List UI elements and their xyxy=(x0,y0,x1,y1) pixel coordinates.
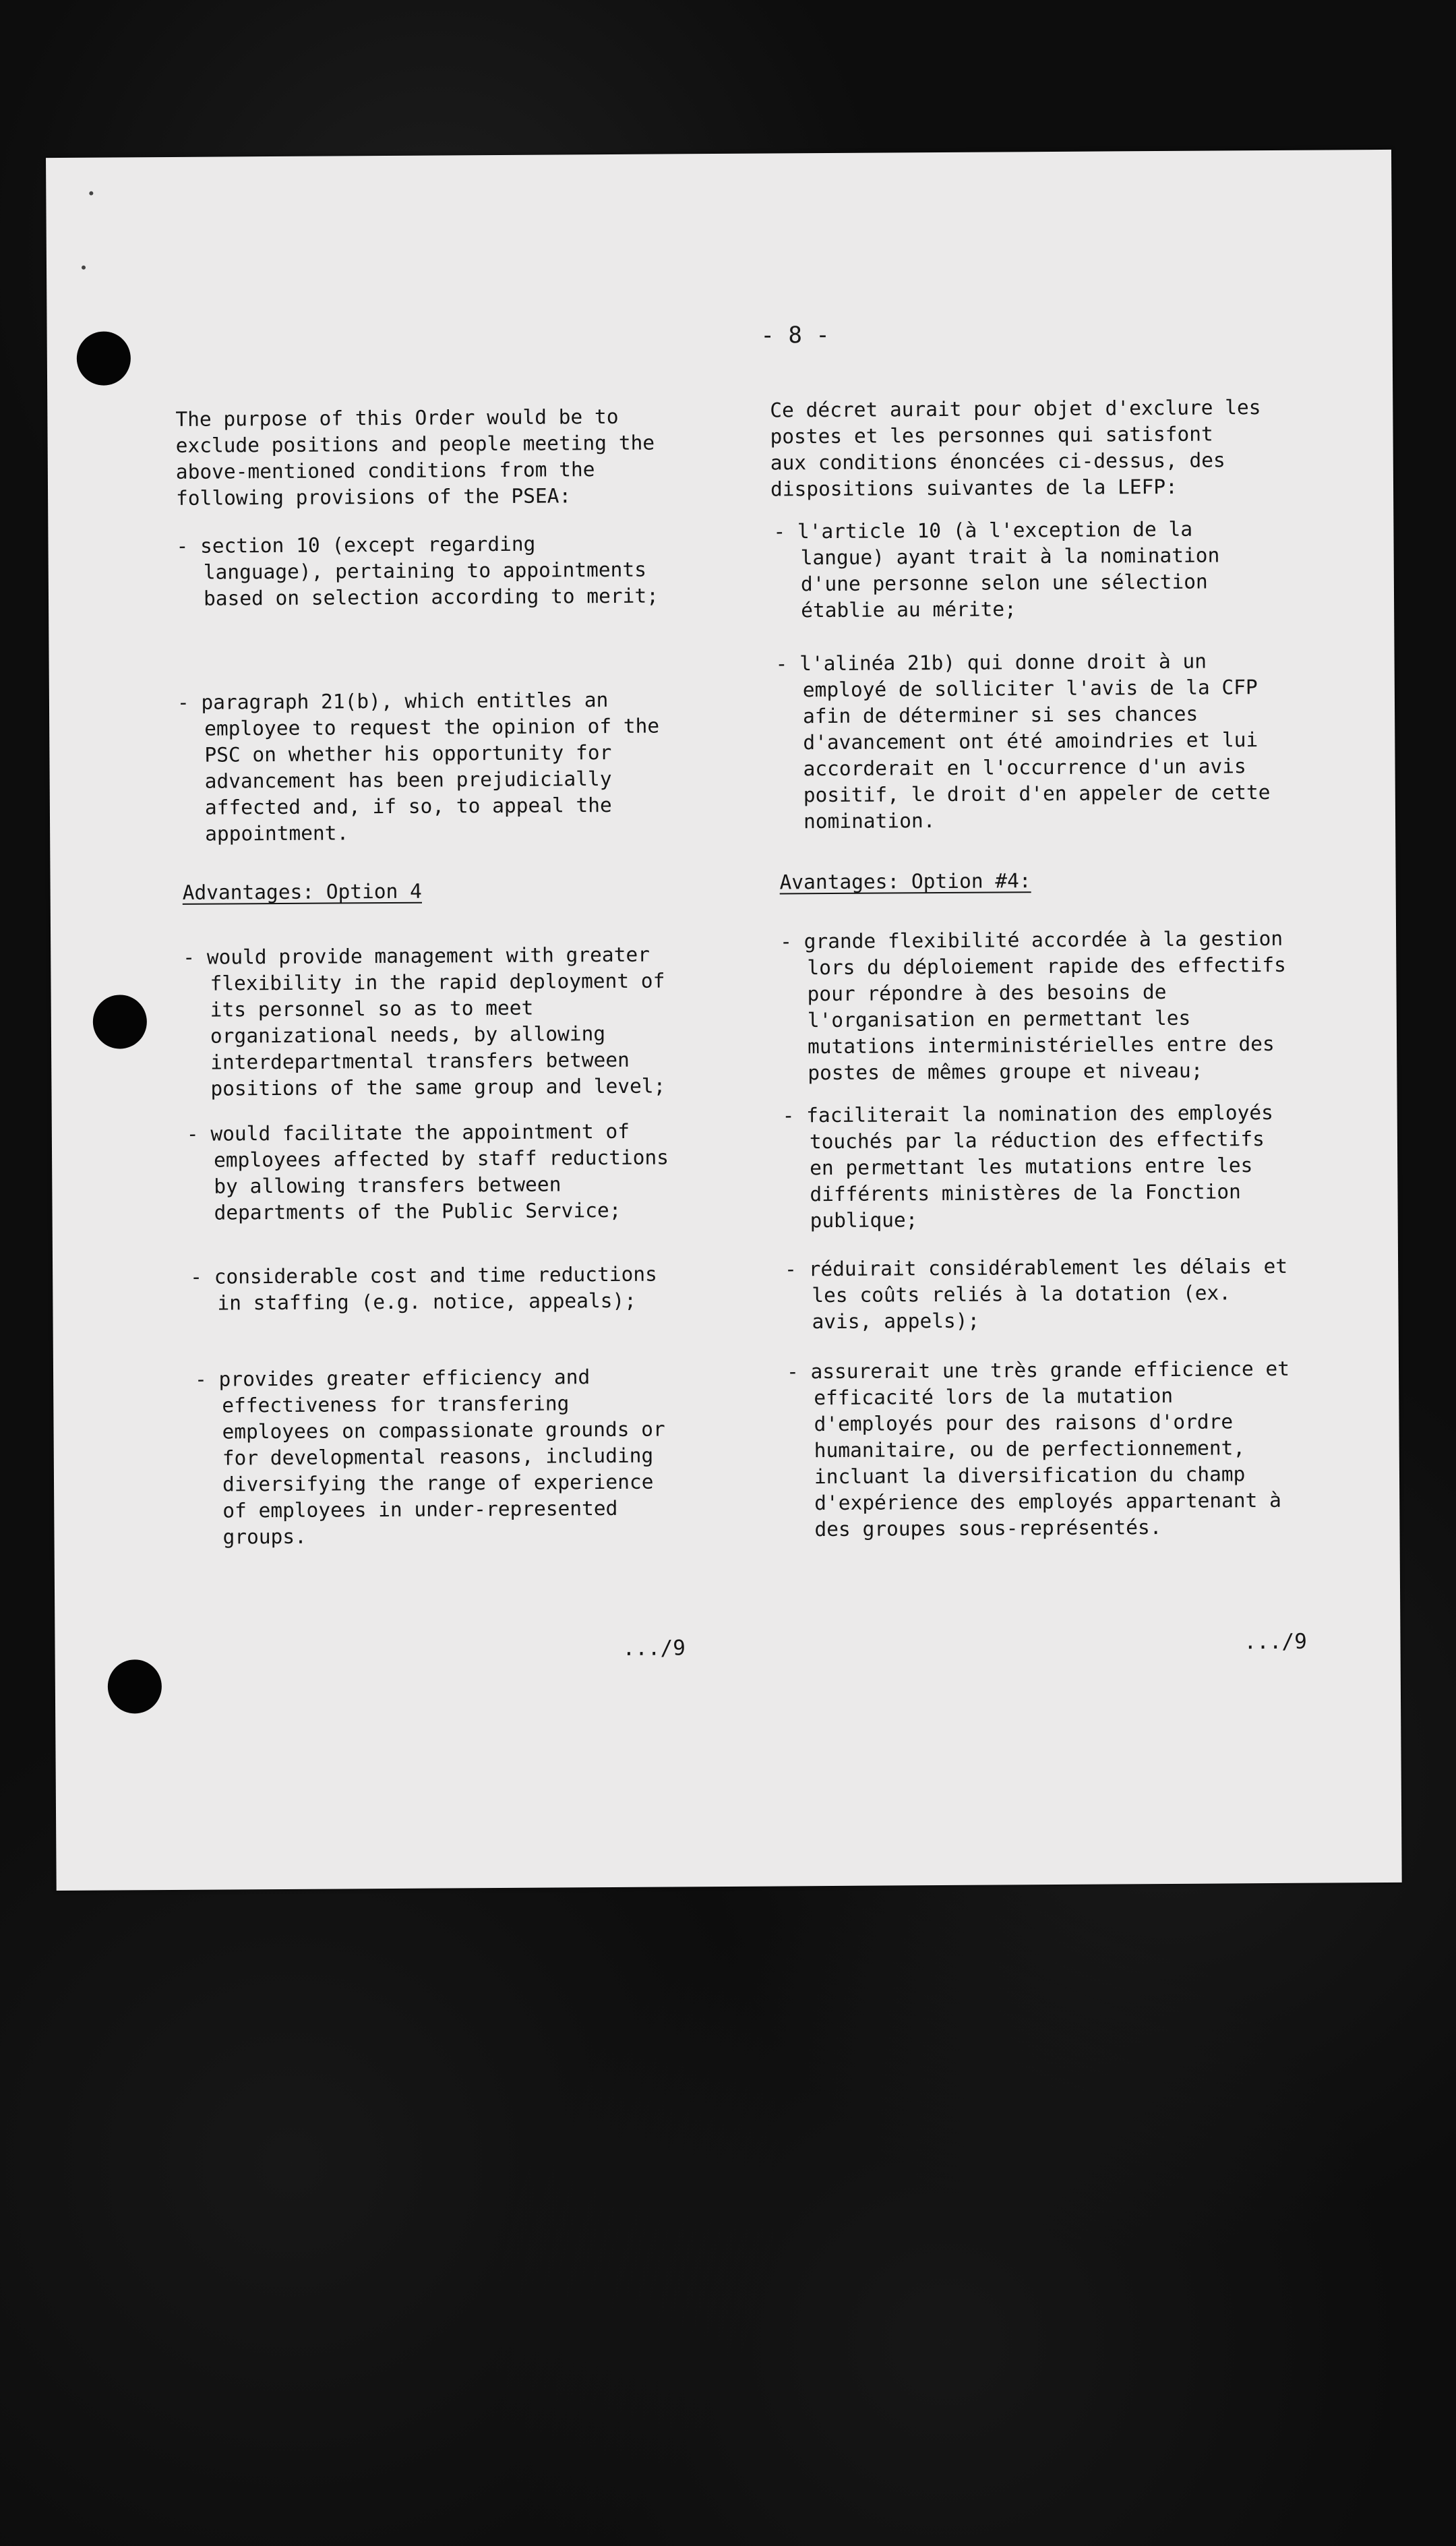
french-advantage-flexibilite: - grande flexibilité accordée à la gestion lors du déploiement rapide des effectifs pour répondre à des besoins de l'organisation en permettant les mutations interministérielles entre des postes de mêmes groupe et niveau; xyxy=(780,926,1286,1085)
french-advantage-delais: - réduirait considérablement les délais et les coûts reliés à la dotation (ex. avis, appels); xyxy=(785,1254,1288,1334)
english-column xyxy=(175,403,735,1549)
punch-hole-bottom xyxy=(108,1659,162,1713)
english-advantage-appointment: - would facilitate the appointment of employees affected by staff reductions by allowing transfers between departments of the Public Service; xyxy=(186,1119,669,1224)
punch-hole-top xyxy=(77,331,131,385)
english-exclusion-section-10: - section 10 (except regarding language), pertaining to appointments based on selection according to merit; xyxy=(176,532,659,610)
dust-speck xyxy=(89,191,93,196)
document-page xyxy=(46,150,1402,1891)
page-number: - 8 - xyxy=(760,321,830,349)
french-exclusion-article-10: - l'article 10 (à l'exception de la langue) ayant trait à la nomination d'une personne selon une sélection établie au mérite; xyxy=(773,517,1220,622)
english-exclusion-paragraph-21b: - paragraph 21(b), which entitles an employee to request the opinion of the PSC on whether his opportunity for advancement has been prejudicially affected and, if so, to appeal the appointment. xyxy=(177,688,660,846)
dust-speck xyxy=(82,266,86,270)
french-advantage-nomination: - faciliterait la nomination des employés touchés par la réduction des effectifs en permettant les mutations entre les différents ministères de la Fonction publique; xyxy=(782,1101,1273,1233)
french-intro: Ce décret aurait pour objet d'exclure les postes et les personnes qui satisfont aux conditions énoncées ci-dessus, des dispositions suivantes de la LEFP: xyxy=(770,396,1261,501)
english-advantage-cost-reduction: - considerable cost and time reductions in staffing (e.g. notice, appeals); xyxy=(190,1262,657,1315)
french-exclusion-alinea-21b: - l'alinéa 21b) qui donne droit à un employé de solliciter l'avis de la CFP afin de déterminer si ses chances d'avancement ont été amoindries et lui accorderait en l'occurrence d'un avis positif, le droit d'en appeler de cette nomination. xyxy=(775,649,1271,833)
french-advantage-efficience: - assurerait une très grande efficience et efficacité lors de la mutation d'employés pour des raisons d'ordre humanitaire, ou de perfectionnement, incluant la diversification du champ d'expérience des employés appartenant à des groupes sous-représentés. xyxy=(786,1357,1290,1541)
punch-hole-middle xyxy=(93,995,147,1048)
english-advantage-efficiency: - provides greater efficiency and effectiveness for transfering employees on compassionate grounds or for developmental reasons, including diversifying the range of experience of employees in under-represented groups. xyxy=(194,1365,665,1549)
french-advantages-heading: Avantages: Option #4: xyxy=(779,869,1031,894)
english-intro: The purpose of this Order would be to exclude positions and people meeting the above-mentioned conditions from the following provisions of the PSEA: xyxy=(175,405,655,510)
english-advantage-flexibility: - would provide management with greater flexibility in the rapid deployment of its personnel so as to meet organizational needs, by allowing interdepartmental transfers between positions of the same group and level; xyxy=(183,943,666,1100)
continuation-marker-right: .../9 xyxy=(1244,1629,1307,1655)
english-advantages-heading: Advantages: Option 4 xyxy=(182,879,422,904)
french-column xyxy=(770,394,1376,1541)
continuation-marker-left: .../9 xyxy=(622,1636,686,1661)
